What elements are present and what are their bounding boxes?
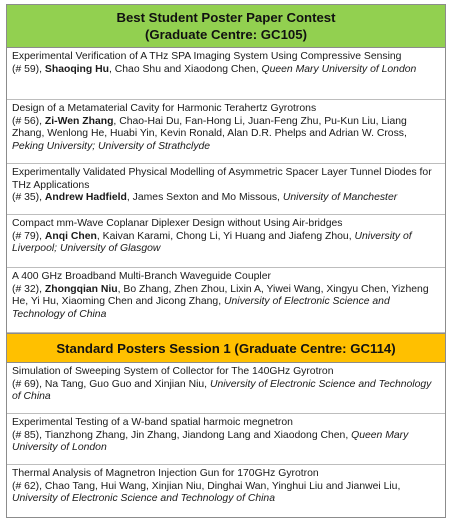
- authors: Na Tang, Guo Guo and Xinjian Niu,: [44, 378, 210, 390]
- poster-title: Experimentally Validated Physical Modelling of Asymmetric Spacer Layer Tunnel Diodes for THz Applications: [12, 167, 432, 191]
- affiliation: University of Liverpool; University of Glasgow: [12, 230, 412, 255]
- affiliation: Peking University; University of Strathclyde: [12, 140, 211, 152]
- section-header-standard-posters: [7, 333, 445, 363]
- poster-number: (# 59),: [12, 63, 45, 75]
- poster-title: Experimental Testing of a W-band spatial harmoic megnetron: [12, 417, 293, 428]
- poster-number: (# 69),: [12, 378, 45, 390]
- poster-entry: [7, 268, 445, 333]
- poster-number: (# 56),: [12, 115, 45, 127]
- presenter-name: Zhongqian Niu: [44, 283, 118, 295]
- presenter-name: Anqi Chen: [44, 230, 97, 242]
- co-authors: , Chao-Hai Du, Fan-Hong Li, Juan-Feng Zhu, Pu-Kun Liu, Liang Zhang, Wenlong He, Huabi Yin, Kevin Ronald, Alan D.R. Phelps and Adrian W. Cross,: [12, 115, 407, 140]
- poster-entry: [7, 363, 445, 414]
- poster-title: Simulation of Sweeping System of Collector for The 140GHz Gyrotron: [12, 366, 334, 377]
- co-authors: , Kaivan Karami, Chong Li, Yi Huang and Jiafeng Zhou,: [96, 230, 355, 242]
- poster-entry: [7, 414, 445, 465]
- section-header-best-student: [7, 5, 445, 48]
- affiliation: University of Manchester: [282, 192, 398, 204]
- poster-number: (# 79),: [12, 230, 45, 242]
- poster-entry: [7, 48, 445, 100]
- poster-entry: [7, 465, 445, 517]
- section-title: Standard Posters Session 1 (Graduate Centre: GC114): [56, 341, 396, 356]
- poster-number: (# 85),: [12, 429, 45, 441]
- co-authors: , James Sexton and Mo Missous,: [126, 192, 283, 204]
- co-authors: , Chao Shu and Xiaodong Chen,: [109, 63, 262, 75]
- affiliation: University of Electronic Science and Technology of China: [12, 378, 432, 403]
- poster-entry: [7, 215, 445, 268]
- co-authors: , Bo Zhang, Zhen Zhou, Lixin A, Yiwei Wang, Xingyu Chen, Yizheng He, Yi Hu, Xiaoming Chen and Jicong Zhang,: [12, 283, 429, 308]
- presenter-name: Shaoqing Hu: [44, 63, 109, 75]
- poster-number: (# 32),: [12, 283, 45, 295]
- section-title: Best Student Poster Paper Contest: [116, 10, 336, 25]
- authors: Tianzhong Zhang, Jin Zhang, Jiandong Lang and Xiaodong Chen,: [44, 429, 352, 441]
- poster-title: Thermal Analysis of Magnetron Injection Gun for 170GHz Gyrotron: [12, 468, 319, 479]
- authors: Chao Tang, Hui Wang, Xinjian Niu, Dinghai Wan, Yinghui Liu and Jianwei Liu,: [44, 480, 401, 492]
- poster-entry: [7, 100, 445, 164]
- poster-entry: [7, 164, 445, 215]
- affiliation: Queen Mary University of London: [12, 429, 409, 454]
- poster-title: Experimental Verification of A THz SPA Imaging System Using Compressive Sensing: [12, 51, 402, 62]
- presenter-name: Zi-Wen Zhang: [44, 115, 114, 127]
- poster-schedule-table: [6, 4, 446, 518]
- poster-title: Design of a Metamaterial Cavity for Harmonic Terahertz Gyrotrons: [12, 103, 317, 114]
- poster-number: (# 35),: [12, 192, 45, 204]
- affiliation: University of Electronic Science and Technology of China: [12, 493, 275, 505]
- poster-title: Compact mm-Wave Coplanar Diplexer Design without Using Air-bridges: [12, 218, 343, 229]
- poster-number: (# 62),: [12, 480, 45, 492]
- presenter-name: Andrew Hadfield: [44, 192, 127, 204]
- poster-title: A 400 GHz Broadband Multi-Branch Waveguide Coupler: [12, 271, 271, 282]
- affiliation: University of Electronic Science and Technology of China: [12, 296, 390, 320]
- affiliation: Queen Mary University of London: [261, 63, 417, 75]
- section-subtitle: (Graduate Centre: GC105): [145, 27, 307, 42]
